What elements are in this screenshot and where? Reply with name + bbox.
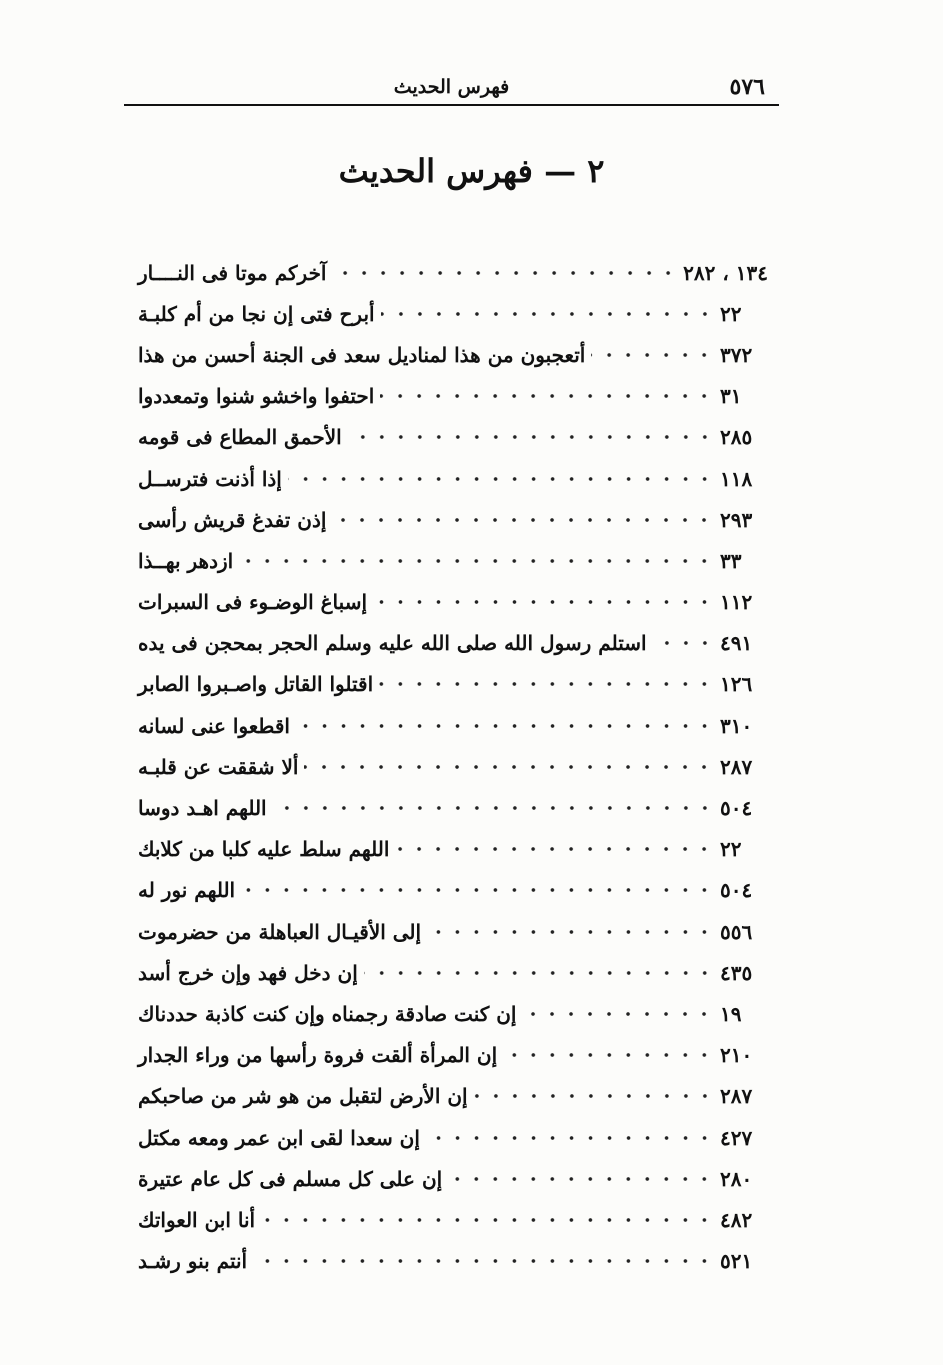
- entry-page-number: ٢٩٣: [720, 507, 753, 532]
- entry-text: أنتم بنو رشـد: [138, 1249, 248, 1274]
- dot-leader: [239, 558, 714, 564]
- dot-leader: [653, 640, 714, 646]
- entry-text: إن سعدا لقى ابن عمر ومعه مكتل: [138, 1125, 420, 1150]
- index-entry: [130, 705, 768, 746]
- entry-page-number: ٢٨٧: [720, 1084, 753, 1109]
- entry-page-number: ٥٠٤: [720, 878, 753, 903]
- dot-leader: [304, 764, 714, 770]
- entry-page-number: ٢٢: [720, 301, 742, 326]
- index-entry: [130, 1199, 768, 1240]
- dot-leader: [261, 1217, 714, 1223]
- entry-page-number: ٢١٠: [720, 1043, 753, 1068]
- entry-page-number: ٢٨٠: [720, 1166, 753, 1191]
- dot-leader: [296, 723, 714, 729]
- entry-page-number: ٥٠٤: [720, 796, 753, 821]
- entry-text: ألا شققت عن قلبـه: [138, 754, 299, 779]
- index-entry: [130, 293, 768, 334]
- entry-page-number: ٥٢١: [720, 1249, 753, 1274]
- entry-page-number: ٤٢٧: [720, 1125, 753, 1150]
- dot-leader: [288, 476, 714, 482]
- entry-text: اللهم نور له: [138, 878, 236, 903]
- entry-text: احتفوا واخشو شنوا وتمعددوا: [138, 384, 375, 409]
- entry-page-number: ٤٣٥: [720, 960, 753, 985]
- entry-page-number: ٢٨٧: [720, 754, 753, 779]
- dot-leader: [364, 970, 714, 976]
- index-entry: [130, 1241, 768, 1282]
- index-entry: [130, 417, 768, 458]
- entry-text: اقتلوا القاتل واصـبروا الصابر: [138, 672, 374, 697]
- index-entry: [130, 376, 768, 417]
- entry-page-number: ٤٩١: [720, 631, 753, 656]
- dot-leader: [395, 846, 714, 852]
- index-entry: [130, 1035, 768, 1076]
- entry-page-number: ١٩: [720, 1001, 742, 1026]
- section-title: ٢ — فهرس الحديث: [338, 152, 605, 190]
- entry-text: ازدهر بهــذا: [138, 548, 234, 573]
- index-entry: [130, 334, 768, 375]
- index-entry: [130, 582, 768, 623]
- dot-leader: [380, 393, 714, 399]
- entry-text: إذن تفدغ قريش رأسى: [138, 507, 327, 532]
- entry-text: اقطعوا عنى لسانه: [138, 713, 290, 738]
- entry-text: إن كنت صادقة رجمناه وإن كنت كاذبة حددناك: [138, 1001, 517, 1026]
- dot-leader: [448, 1176, 714, 1182]
- entry-text: إذا أذنت فترســل: [138, 466, 282, 491]
- running-title: فهرس الحديث: [393, 76, 510, 98]
- entry-page-number: ٣١: [720, 384, 742, 409]
- dot-leader: [332, 517, 714, 523]
- entry-page-number: ١٢٦: [720, 672, 753, 697]
- dot-leader: [426, 1135, 714, 1141]
- dot-leader: [474, 1093, 714, 1099]
- entry-page-number: ٥٥٦: [720, 919, 753, 944]
- entry-text: إن دخل فهد وإن خرج أسد: [138, 960, 358, 985]
- entry-page-number: ٣٧٢: [720, 342, 753, 367]
- index-entry: [130, 829, 768, 870]
- entry-page-number: ١٣٤ ، ٢٨٢: [683, 260, 768, 285]
- page-header: [124, 68, 779, 106]
- index-entry: [130, 458, 768, 499]
- entry-text: إسباغ الوضـوء فى السبرات: [138, 590, 368, 615]
- index-entry: [130, 952, 768, 993]
- entry-text: اللهم اهـد دوسا: [138, 796, 267, 821]
- index-entry: [130, 870, 768, 911]
- index-entry: [130, 1076, 768, 1117]
- entry-text: استلم رسول الله صلى الله عليه وسلم الحجر بمحجن فى يده: [138, 631, 647, 656]
- entry-text: إلى الأقيـال العباهلة من حضرموت: [138, 919, 422, 944]
- entry-page-number: ٢٢: [720, 837, 742, 862]
- dot-leader: [253, 1258, 714, 1264]
- entry-text: أنا ابن العواتك: [138, 1207, 256, 1232]
- entry-text: إن المرأة ألقت فروة رأسها من وراء الجدار: [138, 1043, 498, 1068]
- index-entry: [130, 499, 768, 540]
- dot-leader: [333, 270, 678, 276]
- index-entry: [130, 993, 768, 1034]
- entry-text: اللهم سلط عليه كلبا من كلابك: [138, 837, 390, 862]
- dot-leader: [522, 1011, 714, 1017]
- index-entry: [130, 787, 768, 828]
- entry-page-number: ٤٨٢: [720, 1207, 753, 1232]
- index-entry: [130, 1158, 768, 1199]
- index-entry: [130, 623, 768, 664]
- dot-leader: [427, 929, 714, 935]
- page-number: ٥٧٦: [729, 74, 765, 100]
- dot-leader: [379, 681, 714, 687]
- entry-page-number: ٢٨٥: [720, 425, 753, 450]
- entry-text: آخركم موتا فى النــــار: [138, 260, 327, 285]
- hadith-index-list: [130, 252, 768, 1282]
- index-entry: [130, 911, 768, 952]
- entry-text: إن الأرض لتقبل من هو شر من صاحبكم: [138, 1084, 468, 1109]
- entry-page-number: ٣١٠: [720, 713, 753, 738]
- dot-leader: [373, 599, 714, 605]
- dot-leader: [273, 805, 714, 811]
- index-entry: [130, 540, 768, 581]
- dot-leader: [241, 887, 714, 893]
- entry-text: أتعجبون من هذا لمناديل سعد فى الجنة أحسن من هذا: [138, 342, 586, 367]
- dot-leader: [348, 434, 714, 440]
- entry-text: إن على كل مسلم فى كل عام عتيرة: [138, 1166, 443, 1191]
- index-entry: [130, 252, 768, 293]
- index-entry: [130, 664, 768, 705]
- entry-page-number: ٣٣: [720, 548, 742, 573]
- index-entry: [130, 746, 768, 787]
- dot-leader: [503, 1052, 714, 1058]
- entry-text: الأحمق المطاع فى قومه: [138, 425, 342, 450]
- dot-leader: [591, 352, 714, 358]
- dot-leader: [381, 311, 714, 317]
- entry-text: أبرح فتى إن نجا من أم كلبـة: [138, 301, 375, 326]
- index-entry: [130, 1117, 768, 1158]
- entry-page-number: ١١٢: [720, 590, 753, 615]
- entry-page-number: ١١٨: [720, 466, 753, 491]
